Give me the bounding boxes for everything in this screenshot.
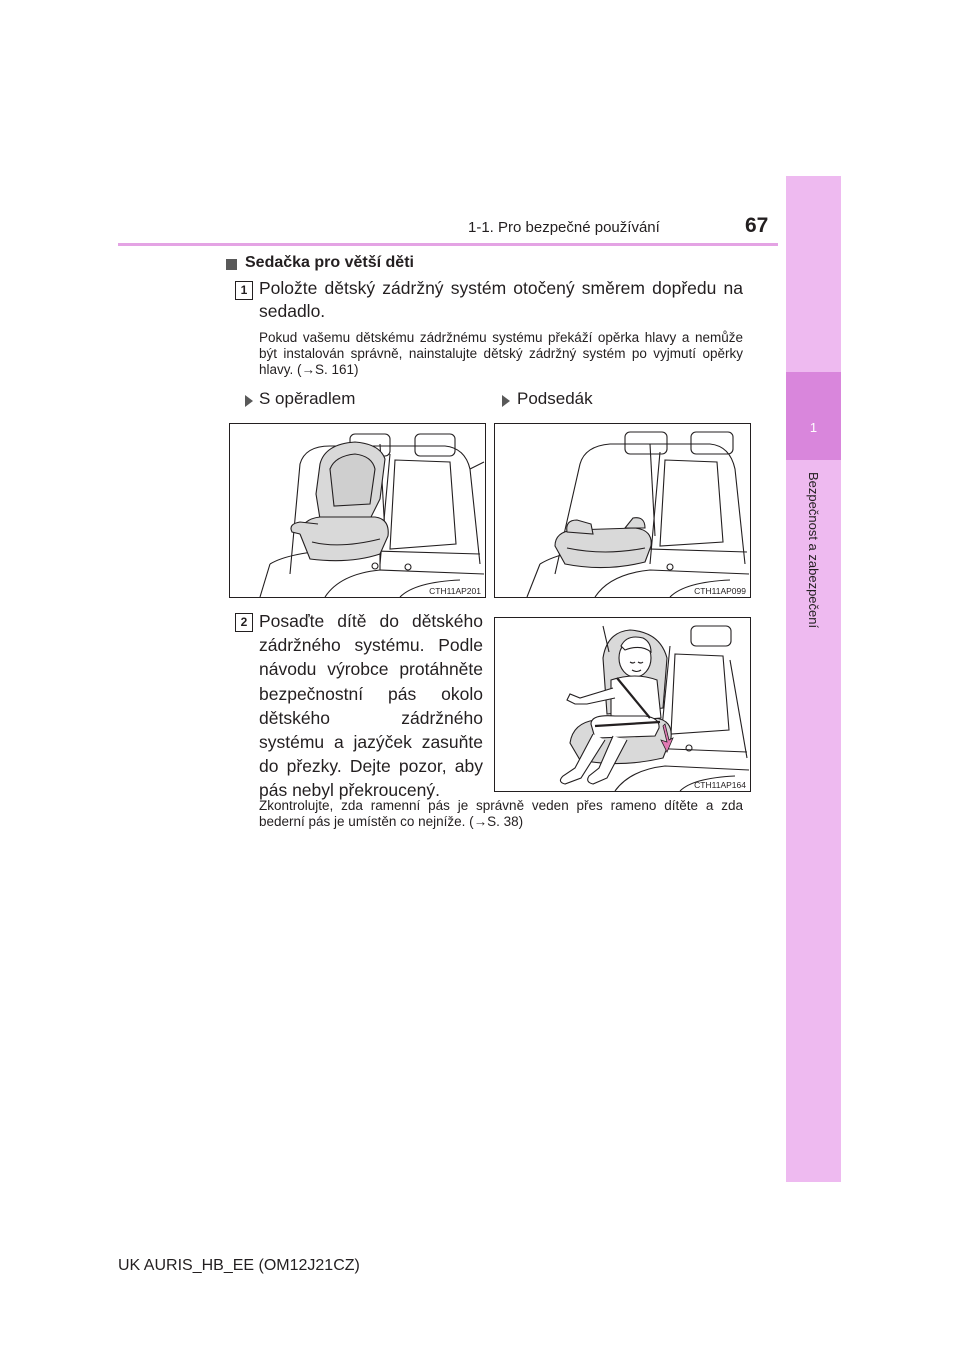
step-2-note: Zkontrolujte, zda ramenní pás je správně veden přes rameno dítěte a zda bederní pás je umístěn co nejníže. (→S. 38) (259, 798, 743, 829)
figure-booster-cushion (494, 423, 751, 598)
step-1-text: Položte dětský zádržný systém otočený směrem dopředu na sedadlo. (259, 278, 743, 321)
high-back-booster-illustration (230, 424, 485, 597)
figure-code: CTH11AP201 (429, 586, 481, 596)
manual-code-footer: UK AURIS_HB_EE (OM12J21CZ) (118, 1257, 360, 1274)
variant-label-backrest: S opěradlem (259, 389, 356, 408)
variant-label-booster: Podsedák (517, 389, 593, 408)
figure-child-belted (494, 617, 751, 792)
chapter-number: 1 (809, 420, 818, 435)
step-1-note: Pokud vašemu dětskému zádržnému systému překáží opěrka hlavy a nemůže být instalován správně, nainstalujte dětský zádržný systém po vyjmutí opěrky hlavy. (→S. 161) (259, 330, 743, 377)
page-number: 67 (745, 214, 769, 237)
step-number-1: 1 (235, 281, 253, 300)
triangle-bullet-icon (245, 395, 253, 407)
section-header: 1-1. Pro bezpečné používání (468, 219, 660, 236)
triangle-bullet-icon (502, 395, 510, 407)
section-bullet-icon (226, 259, 237, 270)
header-rule (118, 243, 778, 246)
figure-code: CTH11AP164 (694, 780, 746, 790)
chapter-side-tab-active (786, 372, 841, 460)
step-number-2: 2 (235, 613, 253, 632)
section-title: Sedačka pro větší děti (245, 254, 414, 271)
figure-code: CTH11AP099 (694, 586, 746, 596)
step-2-text: Posaďte dítě do dětského zádržného systému. Podle návodu výrobce protáhněte bezpečnostní pás okolo dětského zádržného systému a jazýček zasuňte do přezky. Dejte pozor, aby pás nebyl překroucený. (259, 611, 483, 801)
booster-cushion-illustration (495, 424, 750, 597)
child-belted-illustration (495, 618, 750, 791)
chapter-side-tab (786, 176, 841, 1182)
figure-high-back-booster (229, 423, 486, 598)
